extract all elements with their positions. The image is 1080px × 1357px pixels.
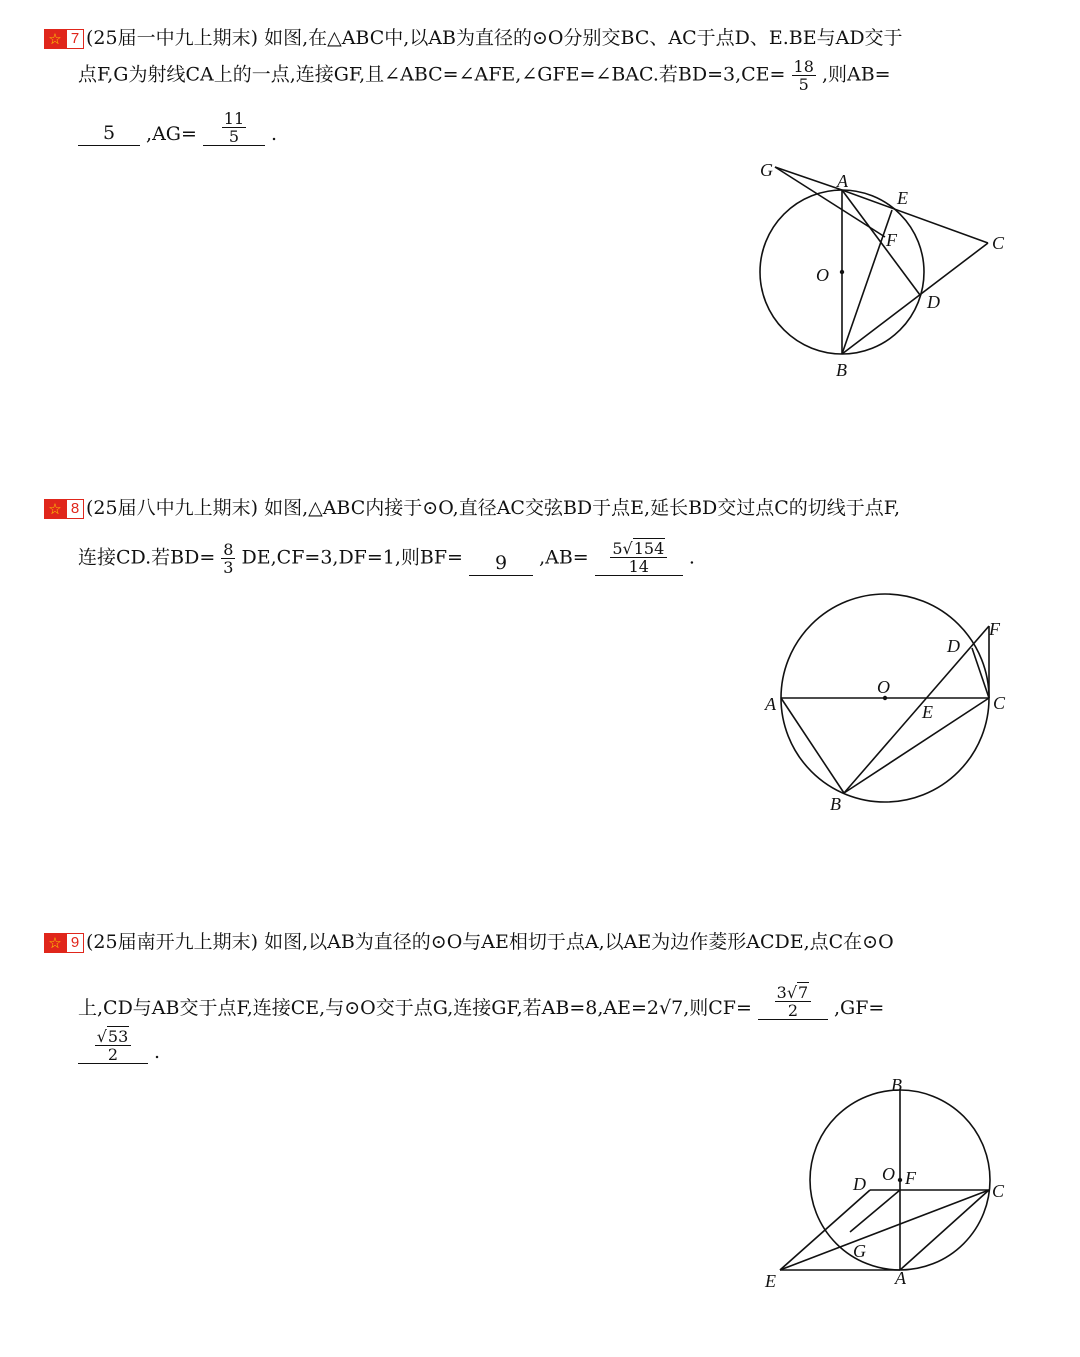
problem-text: ,AG= <box>146 123 197 145</box>
problem-source: (25届八中九上期末) <box>86 497 259 519</box>
center-dot <box>840 270 844 274</box>
favorite-star-badge[interactable] <box>44 933 84 953</box>
star-icon: ☆ <box>44 29 66 49</box>
problem-9-line-2 <box>78 984 884 1020</box>
problem-text: DE,CF=3,DF=1,则BF= <box>241 546 463 569</box>
segment-ga <box>775 167 842 190</box>
star-icon: ☆ <box>44 499 66 519</box>
segment-ab <box>781 698 844 793</box>
bd-fraction: $\frac{8}{3}$ <box>223 540 234 577</box>
segment-bf <box>844 626 989 793</box>
problem-text: 点F,G为射线CA上的一点,连接GF,且∠ABC=∠AFE,∠GFE=∠BAC.若BD=3,CE= <box>78 63 786 86</box>
favorite-star-badge[interactable] <box>44 499 84 519</box>
problem-text: ,则AB= <box>821 63 891 86</box>
label-g: G <box>853 1241 866 1261</box>
label-o: O <box>882 1164 895 1184</box>
answer-blank-cf: $\frac{3√7}{2}$ <box>758 984 828 1020</box>
problem-text: 如图,△ABC内接于⊙O,直径AC交弦BD于点E,延长BD交过点C的切线于点F, <box>264 497 901 519</box>
problem-text: 如图,在△ABC中,以AB为直径的⊙O分别交BC、AC于点D、E.BE与AD交于 <box>264 27 903 49</box>
label-d: D <box>947 636 960 656</box>
label-d: D <box>853 1174 866 1194</box>
answer-blank-bf: 9 <box>469 551 533 576</box>
figure-problem-7 <box>740 155 1030 385</box>
label-e: E <box>897 188 908 208</box>
label-f: F <box>905 1168 916 1188</box>
problem-7-line-1 <box>44 26 903 50</box>
label-c: C <box>992 1181 1005 1201</box>
answer-blank-gf: $\frac{√53}{2}$ <box>78 1028 148 1064</box>
segment-gf <box>850 1190 900 1232</box>
label-f: F <box>989 619 1000 639</box>
problem-number: 7 <box>66 29 84 49</box>
label-g: G <box>760 160 773 180</box>
star-icon: ☆ <box>44 933 66 953</box>
problem-text: 连接CD.若BD= <box>78 546 216 569</box>
segment-bc <box>844 698 989 793</box>
segment-be <box>842 210 892 354</box>
problem-9-line-1 <box>44 930 894 954</box>
problem-text: 如图,以AB为直径的⊙O与AE相切于点A,以AE为边作菱形ACDE,点C在⊙O <box>264 931 894 953</box>
problem-9-line-3: $\frac{√53}{2}$ . <box>78 1028 160 1064</box>
label-c: C <box>992 233 1005 253</box>
label-o: O <box>816 265 829 285</box>
label-e: E <box>765 1271 776 1291</box>
problem-8-line-2: 连接CD.若BD= $\frac{8}{3}$ DE,CF=3,DF=1,则BF= 9 ,AB= $\frac{5√154}{14}$ . <box>78 539 695 577</box>
answer-blank-ab: 5 <box>78 121 140 146</box>
label-a: A <box>895 1268 906 1288</box>
label-b: B <box>836 360 847 380</box>
label-b: B <box>891 1075 902 1095</box>
label-d: D <box>927 292 940 312</box>
problem-7-line-2 <box>78 58 891 93</box>
problem-source: (25届一中九上期末) <box>86 27 259 49</box>
problem-text: ,AB= <box>539 546 589 569</box>
center-dot <box>898 1178 902 1182</box>
label-a: A <box>837 171 848 191</box>
label-e: E <box>922 702 933 722</box>
problem-source: (25届南开九上期末) <box>86 931 259 953</box>
label-f: F <box>886 230 897 250</box>
segment-bc <box>842 243 988 354</box>
ce-fraction: $\frac{18}{5}$ <box>793 57 814 94</box>
problem-number: 8 <box>66 499 84 519</box>
favorite-star-badge[interactable] <box>44 29 84 49</box>
label-a: A <box>765 694 776 714</box>
problem-number: 9 <box>66 933 84 953</box>
figure-problem-8 <box>760 590 1040 820</box>
figure-problem-9 <box>755 1070 1040 1295</box>
label-b: B <box>830 794 841 814</box>
problem-text: ,GF= <box>833 997 885 1019</box>
problem-text: 上,CD与AB交于点F,连接CE,与⊙O交于点G,连接GF,若AB=8,AE=2√7,则CF= <box>78 997 752 1019</box>
segment-gf <box>775 167 885 237</box>
problem-8-line-1 <box>44 496 900 520</box>
answer-blank-ab: $\frac{5√154}{14}$ <box>595 540 683 576</box>
label-c: C <box>993 693 1006 713</box>
label-o: O <box>877 677 890 697</box>
problem-7-line-3: 5 ,AG= $\frac{11}{5}$ . <box>78 110 277 146</box>
answer-blank-ag: $\frac{11}{5}$ <box>203 110 265 146</box>
